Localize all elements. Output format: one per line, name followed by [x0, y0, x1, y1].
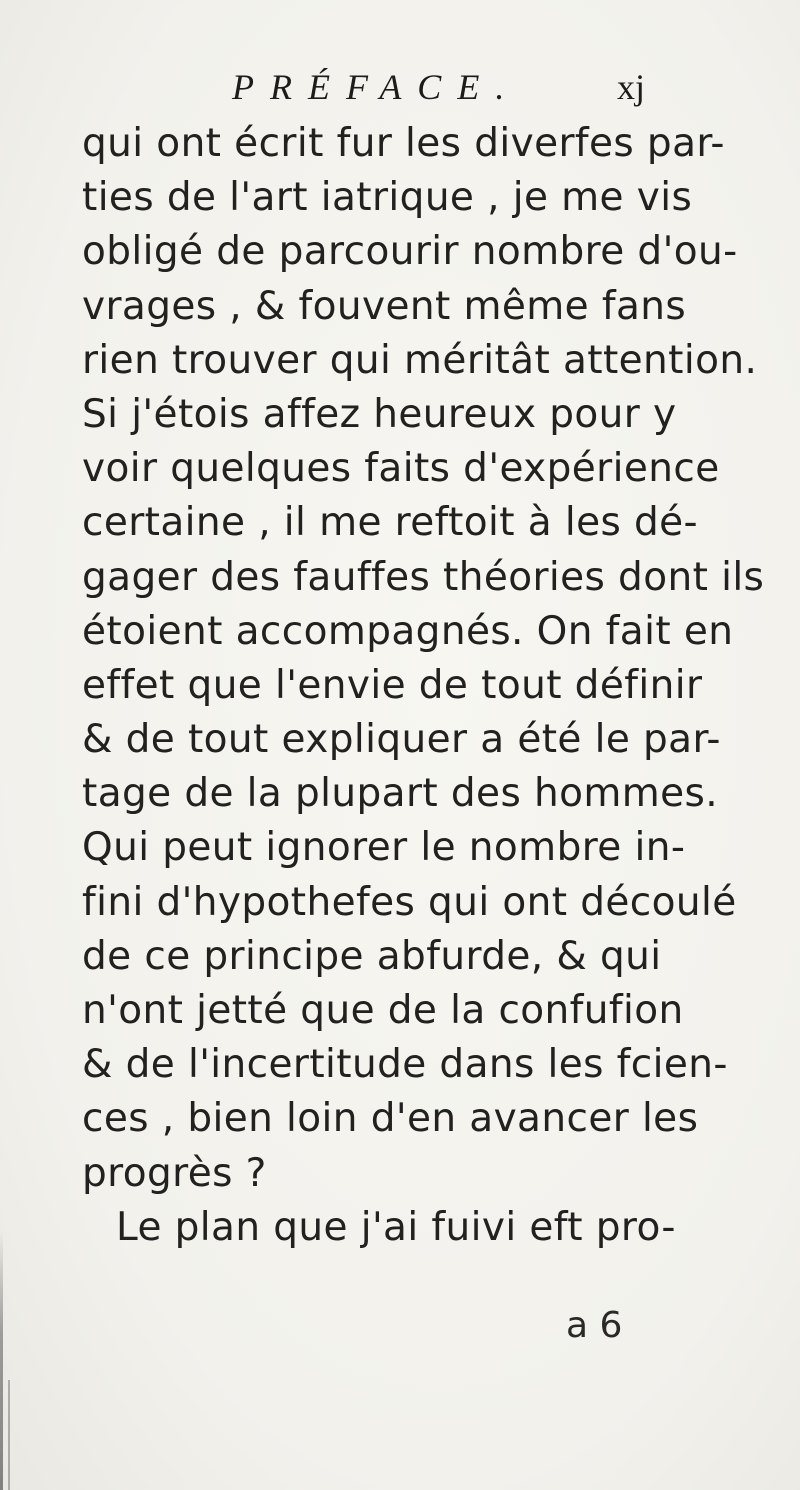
text-line: étoient accompagnés. On fait en	[82, 608, 734, 654]
text-line: & de tout expliquer a été le par-	[82, 717, 721, 763]
body-text	[82, 117, 765, 1255]
text-line: Qui peut ignorer le nombre in-	[82, 825, 686, 871]
page-header	[0, 66, 800, 116]
paragraph-start-line: Le plan que j'ai fuivi eft pro-	[116, 1204, 676, 1250]
page-edge-shadow	[8, 1380, 10, 1490]
text-line: ces , bien loin d'en avancer les	[82, 1096, 699, 1142]
text-line: Si j'étois affez heureux pour y	[82, 391, 677, 437]
text-line: n'ont jetté que de la confufion	[82, 988, 684, 1033]
text-line: effet que l'envie de tout définir	[82, 662, 703, 708]
text-line: ties de l'art iatrique , je me vis	[82, 175, 693, 221]
text-line: voir quelques faits d'expérience	[82, 446, 720, 492]
text-line: de ce principe abfurde, & qui	[82, 933, 662, 979]
text-line: fini d'hypothefes qui ont découlé	[82, 879, 737, 925]
text-line: & de l'incertitude dans les fcien-	[82, 1042, 728, 1088]
text-line: obligé de parcourir nombre d'ou-	[82, 229, 738, 275]
text-line: certaine , il me reftoit à les dé-	[82, 500, 699, 546]
page-edge-shadow	[0, 1230, 3, 1490]
running-title: PRÉFACE.	[232, 67, 521, 107]
page-number: xj	[617, 67, 646, 107]
text-line: tage de la plupart des hommes.	[82, 771, 719, 817]
text-line: rien trouver qui méritât attention.	[82, 337, 758, 383]
text-line: qui ont écrit fur les diverfes par-	[82, 121, 725, 166]
text-line: gager des fauffes théories dont ils	[82, 554, 765, 600]
signature-mark: a 6	[566, 1305, 623, 1346]
text-line: progrès ?	[82, 1150, 267, 1196]
text-line: vrages , & fouvent même fans	[82, 283, 687, 329]
